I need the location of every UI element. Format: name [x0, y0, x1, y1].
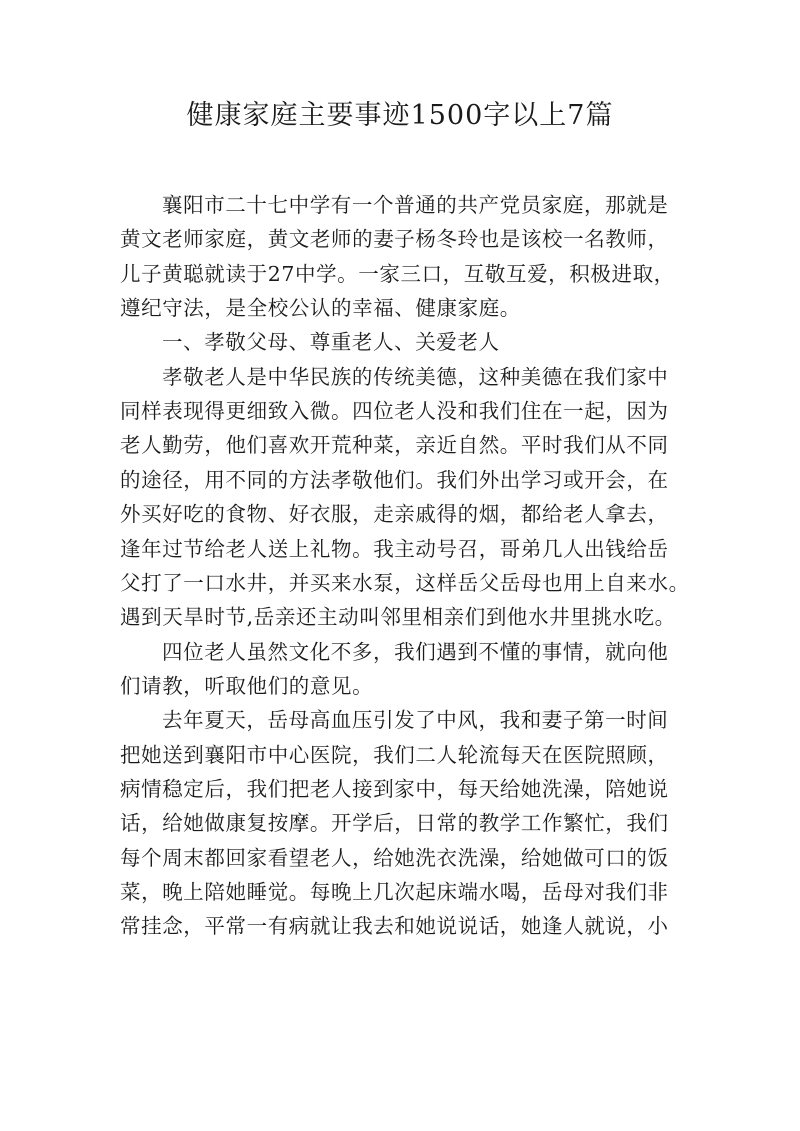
text-line: 孝敬老人是中华民族的传统美德，这种美德在我们家中	[162, 364, 669, 389]
text-line: 每个周末都回家看望老人，给她洗衣洗澡，给她做可口的饭	[120, 845, 669, 870]
text-line: 外买好吃的食物、好衣服，走亲戚得的烟，都给老人拿去，	[120, 502, 669, 527]
document-body	[120, 0, 692, 1131]
text-line: 黄文老师家庭，黄文老师的妻子杨冬玲也是该校一名教师，	[120, 227, 669, 252]
text-line: 去年夏天，岳母高血压引发了中风，我和妻子第一时间	[162, 708, 669, 733]
text-line: 常挂念，平常一有病就让我去和她说说话，她逢人就说，小	[120, 914, 669, 939]
text-line: 遇到天旱时节,岳亲还主动叫邻里相亲们到他水井里挑水吃。	[120, 605, 676, 630]
document-title: 健康家庭主要事迹1500字以上7篇	[186, 100, 614, 131]
text-line: 把她送到襄阳市中心医院，我们二人轮流每天在医院照顾，	[120, 742, 669, 767]
text-line: 四位老人虽然文化不多，我们遇到不懂的事情，就向他	[162, 639, 669, 664]
text-line: 逢年过节给老人送上礼物。我主动号召，哥弟几人出钱给岳	[120, 536, 669, 561]
text-line: 父打了一口水井，并买来水泵，这样岳父岳母也用上自来水。	[120, 570, 690, 595]
text-line: 病情稳定后，我们把老人接到家中，每天给她洗澡，陪她说	[120, 776, 669, 801]
text-line: 老人勤劳，他们喜欢开荒种菜，亲近自然。平时我们从不同	[120, 433, 669, 458]
text-line: 儿子黄聪就读于27中学。一家三口，互敬互爱，积极进取，	[120, 261, 675, 286]
text-line: 话，给她做康复按摩。开学后，日常的教学工作繁忙，我们	[120, 811, 669, 836]
text-line: 同样表现得更细致入微。四位老人没和我们住在一起，因为	[120, 399, 669, 424]
text-line: 的途径，用不同的方法孝敬他们。我们外出学习或开会，在	[120, 467, 669, 492]
text-line: 菜，晚上陪她睡觉。每晚上几次起床端水喝，岳母对我们非	[120, 880, 669, 904]
text-line: 一、孝敬父母、尊重老人、关爱老人	[162, 330, 500, 355]
text-line: 遵纪守法，是全校公认的幸福、健康家庭。	[120, 296, 521, 321]
text-line: 襄阳市二十七中学有一个普通的共产党员家庭，那就是	[162, 193, 669, 217]
text-line: 们请教，听取他们的意见。	[120, 673, 374, 698]
